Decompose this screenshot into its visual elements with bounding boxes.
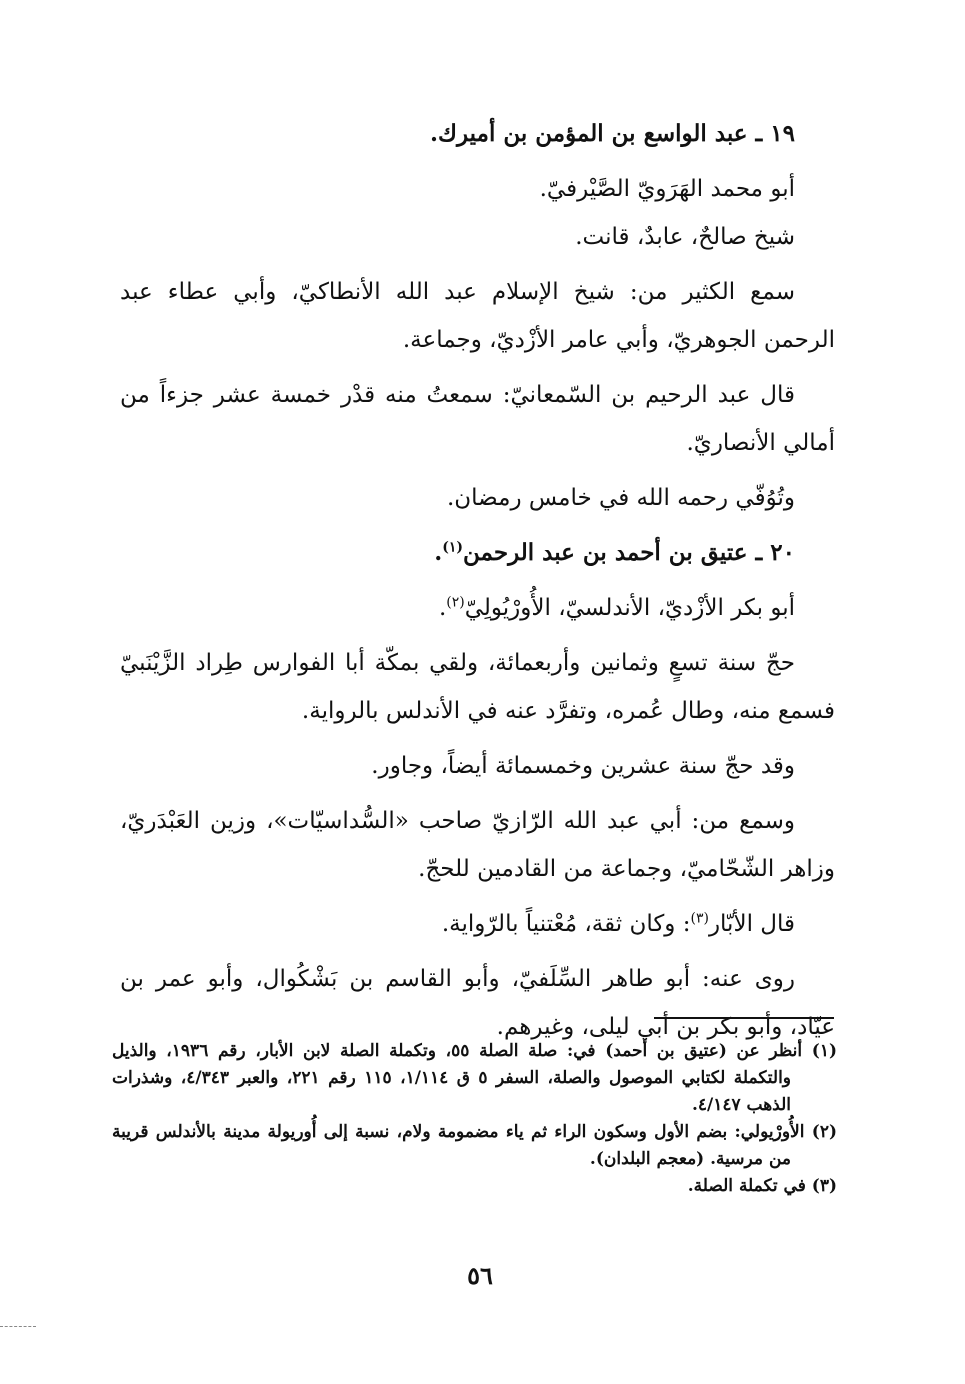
entry-19-paragraph: وتُوُفّي رحمه الله في خامس رمضان. — [446, 485, 795, 511]
scan-edge-mark — [0, 1326, 36, 1327]
footnote-2: (٢) الأُورْيولي: بضم الأول وسكون الراء ثم ياء مضمومة ولام، نسبة إلى أُوريولة مدينة بالأندلس قريبة من مرسية. (معجم البلدان). — [112, 1122, 837, 1169]
entry-20-paragraph: حجّ سنة تسعٍ وثمانين وأربعمائة، ولقي بمكّة أبا الفوارس طِراد الزَّيْنَبيّ فسمع منه، وطال عُمره، وتفرَّد عنه في الأندلس بالرواية. — [120, 650, 835, 724]
entry-20-paragraph: وقد حجّ سنة عشرين وخمسمائة أيضاً، وجاور. — [371, 753, 795, 779]
footnote-ref: (٣) — [690, 910, 709, 927]
entry-20-heading — [120, 529, 835, 577]
entry-19-kunya: أبو محمد الهَرَويّ الصَّيْرفيّ. — [539, 176, 795, 202]
entry-20-paragraph: وسمع من: أبي عبد الله الرّازيّ صاحب «السُّداسيّات»، وزين العَبْدَريّ، وزاهر الشّحّاميّ، وجماعة من القادمين للحجّ. — [120, 808, 835, 882]
footnote-ref: (٢) — [446, 594, 465, 611]
abbar-pre: قال الأبّار — [708, 911, 795, 937]
abbar-post: : وكان ثقة، مُعْتنياً بالرّواية. — [441, 911, 691, 937]
main-text — [120, 110, 835, 1058]
entry-20-kunya — [120, 584, 835, 632]
entry-20-narrators: روى عنه: أبو طاهر السِّلَفيّ، وأبو القاسم بن بَشْكُوال، وأبو عمر بن عيّاد، وأبو بكر بن أبي ليلى، وغيرهم. — [120, 966, 835, 1040]
entry-20-abbar-quote — [120, 900, 835, 948]
page-number: ٥٦ — [467, 1261, 493, 1290]
footnotes — [112, 1038, 837, 1200]
footnote-divider — [654, 1017, 834, 1019]
entry-20-kunya-end: . — [438, 595, 447, 621]
entry-20-heading-text: ٢٠ ـ عتيق بن أحمد بن عبد الرحمن — [463, 539, 795, 566]
entry-19-paragraph: قال عبد الرحيم بن السّمعانيّ: سمعتُ منه قدْر خمسة عشر جزءاً من أمالي الأنصاريّ. — [120, 382, 835, 456]
entry-19-heading: ١٩ ـ عبد الواسع بن المؤمن بن أميرك. — [430, 120, 795, 147]
footnote-ref: (١) — [442, 539, 464, 556]
entry-20-heading-end: . — [434, 539, 443, 566]
entry-19-paragraph: سمع الكثير من: شيخ الإسلام عبد الله الأنطاكيّ، وأبي عطاء عبد الرحمن الجوهريّ، وأبي عامر الأزْديّ، وجماعة. — [120, 279, 835, 353]
entry-20-kunya-text: أبو بكر الأزْديّ، الأندلسيّ، الأُورْيُولِيّ — [464, 595, 795, 621]
footnote-3: (٣) في تكملة الصلة. — [687, 1176, 837, 1196]
entry-19-description: شيخ صالحٌ، عابدٌ، قانت. — [575, 224, 795, 250]
footnote-1: (١) أنظر عن (عتيق بن أحمد) في: صلة الصلة ٥٥، وتكملة الصلة لابن الأبار، رقم ١٩٣٦، والذيل والتكملة لكتابي الموصول والصلة، السفر ٥ ق ١/١١٤، ١١٥ رقم ٢٢١، والعبر ٤/٣٤٣، وشذرات الذهب ٤/١٤٧. — [112, 1041, 837, 1115]
